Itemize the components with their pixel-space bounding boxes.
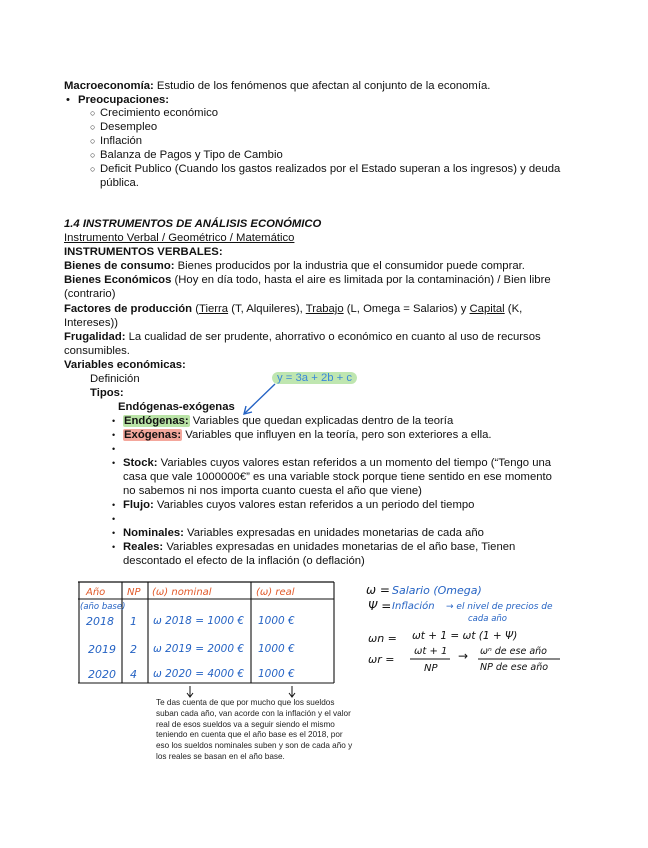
table-cell-nominal: ω 2020 = 4000 € (153, 668, 245, 680)
omega-symbol: ω = (366, 583, 390, 597)
table-cell-year: 2020 (88, 668, 116, 681)
wr-numerator: ωt + 1 (414, 646, 448, 657)
wn-rhs: ωt + 1 = ωt (1 + Ψ) (412, 630, 518, 642)
wr-numerator-2: ωⁿ de ese año (480, 646, 547, 657)
equation-highlight: y = 3a + 2b + c (272, 372, 357, 386)
bullet-icon: • (112, 416, 116, 426)
preocupacion-item: Crecimiento económico (100, 107, 219, 119)
circle-bullet-icon: ○ (90, 150, 96, 160)
bullet-icon: • (66, 94, 70, 106)
table-header-real: (ω) real (256, 587, 295, 598)
pi-symbol: Ψ = (368, 599, 392, 613)
preocupacion-item: Deficit Publico (Cuando los gastos realizados por el Estado superan a los ingresos) y deuda (100, 163, 561, 175)
section-title: 1.4 INSTRUMENTOS DE ANÁLISIS ECONÓMICO (64, 218, 322, 230)
def-frugalidad-cont: consumibles. (64, 345, 130, 357)
variables-definicion: Definición (90, 373, 140, 385)
endo-exo-title: Endógenas-exógenas (118, 401, 235, 413)
def-stock: Stock: Variables cuyos valores estan referidos a un momento del tiempo (“Tengo una (123, 457, 552, 469)
circle-bullet-icon: ○ (90, 108, 96, 118)
preocupacion-item: Desempleo (100, 121, 158, 133)
pi-arrow-text-cont: cada año (468, 614, 507, 624)
table-cell-year: 2018 (86, 615, 114, 628)
table-footnote: Te das cuenta de que por mucho que los sueldos suban cada año, van acorde con la inflación y el valor real de esos sueldos va a seguir siendo el mismo teniendo en cuenta que el año base es el 2018, por eso los sueldos nominales suben y son de cada año y los reales se basan en el año base. (156, 698, 353, 761)
def-bienes-economicos: Bienes Económicos (Hoy en día todo, hasta el aire es limitada por la contaminación) / Bien libre (64, 274, 551, 286)
def-bienes-consumo: Bienes de consumo: Bienes producidos por la industria que el consumidor puede comprar. (64, 260, 525, 272)
bullet-icon: • (112, 542, 116, 552)
def-exogenas: Exógenas: Variables que influyen en la teoría, pero son exteriores a ella. (124, 429, 492, 441)
table-cell-year: 2019 (88, 643, 116, 656)
table-header-year: Año (86, 587, 106, 598)
circle-bullet-icon: ○ (90, 122, 96, 132)
table-cell-real: 1000 € (258, 615, 295, 627)
table-header-nominal: (ω) nominal (152, 587, 212, 598)
wn-lhs: ωn = (368, 632, 397, 645)
omega-definition: Salario (Omega) (392, 584, 482, 597)
table-cell-real: 1000 € (258, 668, 295, 680)
def-reales: Reales: Variables expresadas en unidades monetarias de el año base, Tienen (123, 541, 516, 553)
def-stock-cont: no sabemos ni nos importa cuanto cuesta el año que viene) (123, 485, 422, 497)
table-cell-nominal: ω 2019 = 2000 € (153, 643, 245, 655)
def-endogenas: Endógenas: Variables que quedan explicadas dentro de la teoría (124, 415, 454, 427)
table-cell-real: 1000 € (258, 643, 295, 655)
table-cell-np: 2 (130, 643, 137, 656)
bullet-icon: • (112, 528, 116, 538)
def-frugalidad: Frugalidad: La cualidad de ser prudente, ahorrativo o económico en cuanto al uso de recursos (64, 331, 541, 343)
table-base-note: (año base) (80, 602, 126, 612)
preocupacion-item-cont: pública. (100, 177, 139, 189)
bullet-icon: • (112, 514, 116, 524)
bullet-icon: • (112, 430, 116, 440)
macro-text: Estudio de los fenómenos que afectan al conjunto de la economía. (153, 80, 491, 92)
wr-arrow: → (458, 649, 469, 663)
wr-denominator: NP (424, 663, 438, 674)
variables-tipos: Tipos: (90, 387, 124, 399)
bullet-icon: • (112, 500, 116, 510)
table-cell-nominal: ω 2018 = 1000 € (153, 615, 245, 627)
pi-arrow-text: → el nivel de precios de (446, 602, 553, 612)
def-reales-cont: descontado el efecto de la inflación (o deflación) (123, 555, 365, 567)
def-bienes-economicos-cont: (contrario) (64, 288, 116, 300)
bullet-icon: • (112, 444, 116, 454)
variables-title: Variables económicas: (64, 359, 186, 371)
wr-lhs: ωr = (368, 653, 395, 666)
verbales-title: INSTRUMENTOS VERBALES: (64, 246, 223, 258)
def-flujo: Flujo: Variables cuyos valores estan referidos a un periodo del tiempo (123, 499, 475, 511)
def-nominales: Nominales: Variables expresadas en unidades monetarias de cada año (123, 527, 484, 539)
def-stock-cont: casa que vale 1000000€” es una variable stock porque tiene sentido en ese momento (123, 471, 552, 483)
preocupacion-item: Balanza de Pagos y Tipo de Cambio (100, 149, 283, 161)
bullet-icon: • (112, 458, 116, 468)
table-cell-np: 1 (130, 615, 137, 628)
pi-definition: Inflación (392, 601, 435, 612)
table-header-np: NP (127, 587, 141, 598)
circle-bullet-icon: ○ (90, 136, 96, 146)
preocupaciones-title: Preocupaciones: (78, 94, 170, 106)
def-factores: Factores de producción (Tierra (T, Alquileres), Trabajo (L, Omega = Salarios) y Capital (K, (64, 303, 523, 315)
preocupacion-item: Inflación (100, 135, 143, 147)
def-factores-cont: Intereses)) (64, 317, 118, 329)
section-subtitle: Instrumento Verbal / Geométrico / Matemático (64, 232, 295, 244)
wr-denominator-2: NP de ese año (480, 662, 549, 673)
table-cell-np: 4 (130, 668, 137, 681)
circle-bullet-icon: ○ (90, 164, 96, 174)
macro-term: Macroeconomía: (64, 80, 154, 92)
